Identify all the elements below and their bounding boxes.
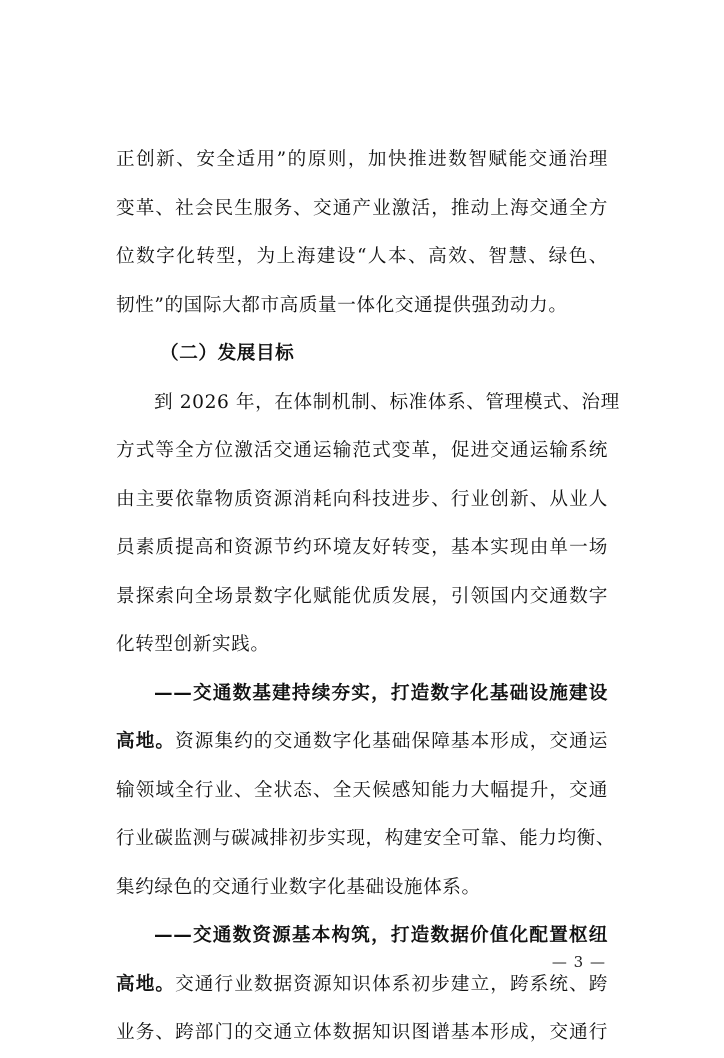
- paragraph-goal: [116, 379, 620, 670]
- bold-lead: 高地。: [116, 973, 176, 995]
- text-line: 化转型创新实践。: [116, 634, 270, 655]
- paragraph-data: [116, 912, 608, 1058]
- text-line: 输领域全行业、全状态、全天候感知能力大幅提升，交通: [116, 779, 608, 801]
- text-line: 行业碳监测与碳减排初步实现，构建安全可靠、能力均衡、: [116, 828, 616, 849]
- text-line: 到 2026 年，在体制机制、标准体系、管理模式、治理: [154, 391, 620, 413]
- bold-heading-line: ——交通数基建持续夯实，打造数字化基础设施建设: [154, 682, 608, 704]
- section-heading: （二）发展目标: [160, 343, 295, 364]
- text-line: 员素质提高和资源节约环境友好转变，基本实现由单一场: [116, 537, 608, 558]
- text-line: [116, 961, 608, 1010]
- text-line: 变革、社会民生服务、交通产业激活，推动上海交通全方: [116, 197, 608, 219]
- text-line: 景探索向全场景数字化赋能优质发展，引领国内交通数字: [116, 585, 608, 607]
- bold-heading-line: ——交通数资源基本构筑，打造数据价值化配置枢纽: [154, 925, 608, 946]
- document-body: [116, 136, 620, 1058]
- page-number: — 3 —: [551, 953, 606, 971]
- text-line: 韧性”的国际大都市高质量一体化交通提供强劲动力。: [116, 294, 568, 316]
- text-line: 集约绿色的交通行业数字化基础设施体系。: [116, 876, 481, 898]
- text-line: 正创新、安全适用”的原则，加快推进数智赋能交通治理: [116, 149, 608, 170]
- paragraph-infrastructure: [116, 670, 616, 913]
- text-line: 由主要依靠物质资源消耗向科技进步、行业创新、从业人: [116, 488, 608, 510]
- text-span: 资源集约的交通数字化基础保障基本形成，交通运: [175, 731, 608, 752]
- paragraph-intro: [116, 136, 608, 330]
- text-line: 位数字化转型，为上海建设“人本、高效、智慧、绿色、: [116, 246, 608, 267]
- text-line: 业务、跨部门的交通立体数据知识图谱基本形成，交通行: [116, 1022, 608, 1043]
- text-span: 交通行业数据资源知识体系初步建立，跨系统、跨: [175, 973, 608, 995]
- text-line: [116, 718, 608, 767]
- bold-lead: 高地。: [116, 731, 176, 752]
- text-line: 方式等全方位激活交通运输范式变革，促进交通运输系统: [116, 440, 608, 461]
